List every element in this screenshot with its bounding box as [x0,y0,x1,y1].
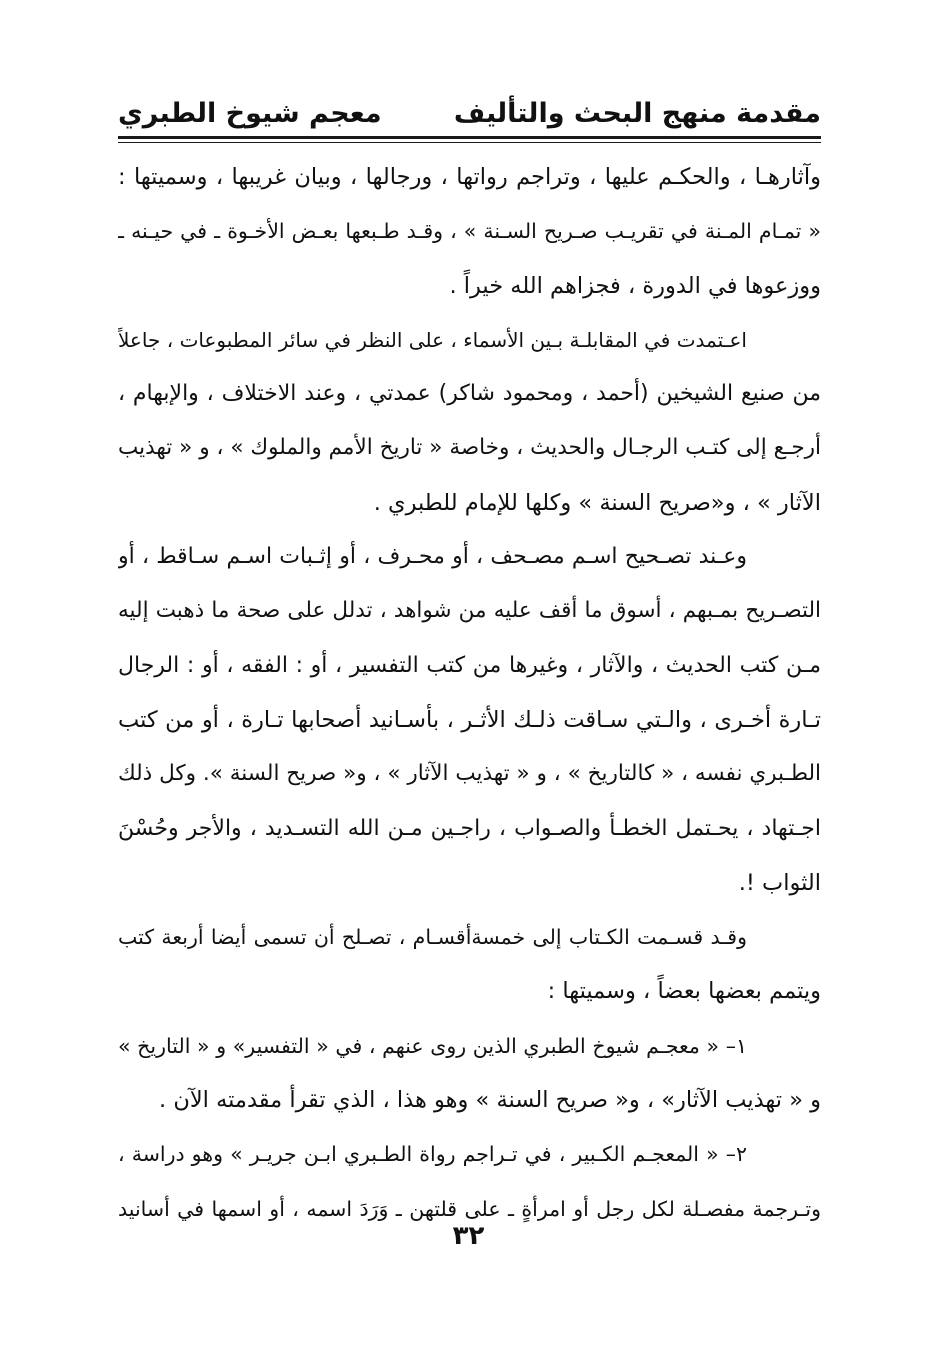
body-text [118,150,821,1236]
text-line: اعـتمدت في المقابلـة بـين الأسماء ، على النظر في سائر المطبوعات ، جاعلاً [118,327,747,352]
list-item-line: و « تهذيب الآثار» ، و« صريح السنة » وهو هذا ، الذي تقرأ مقدمته الآن . [159,1087,821,1114]
text-line: وعـند تصـحيح اسـم مصـحف ، أو محـرف ، أو إثـبات اسـم سـاقط ، أو [118,544,747,570]
text-line: « تمـام المـنة في تقريـب صـريح السـنة » ، وقـد طـبعها بعـض الأخـوة ـ في حيـنه ـ [118,219,821,244]
text-line: وقـد قسـمت الكـتاب إلى خمسةأقسـام ، تصـلح أن تسمى أيضا أربعة كتب [118,925,747,950]
header-rule-thick [118,136,821,139]
list-item-line: ٢– « المعجـم الكـبير ، في تـراجم رواة الطـبري ابـن جريـر » وهو دراسة ، [118,1142,747,1167]
header-rule-thin [118,142,821,143]
text-line: اجـتهاد ، يحـتمل الخطـأ والصـواب ، راجـين مـن الله التسـديد ، والأجر وحُسْنَ [118,815,821,841]
text-line: مـن كتب الحديث ، والآثار ، وغيرها من كتب التفسير ، أو : الفقه ، أو : الرجال [118,652,821,678]
text-line: وآثارهـا ، والحكـم عليها ، وتراجم رواتها ، ورجالها ، وبيان غريبها ، وسميتها : [118,164,821,190]
text-line: ويتمم بعضها بعضاً ، وسميتها : [547,978,821,1005]
text-line: الآثار » ، و«صريح السنة » وكلها للإمام للطبري . [373,489,821,516]
list-item-line: وتـرجمة مفصـلة لكل رجل أو امرأةٍ ـ على قلتهن ـ وَرَدَ اسمه ، أو اسمها في أسانيد [118,1196,821,1221]
running-header [118,86,821,134]
text-line: ووزعوها في الدورة ، فجزاهم الله خيراً . [449,272,821,299]
page-number: ٣٢ [452,1221,485,1251]
text-line: الثواب !. [738,869,821,896]
text-line: تـارة أخـرى ، والـتي سـاقت ذلـك الأثـر ، بأسـانيد أصحابها تـارة ، أو من كتب [118,706,821,733]
text-line: الطـبري نفسه ، « كالتاريخ » ، و « تهذيب الآثار » ، و« صريح السنة ». وكل ذلك [118,761,821,787]
text-line: من صنيع الشيخين (أحمد ، ومحمود شاكر) عمدتي ، وعند الاختلاف ، والإبهام ، [118,381,821,407]
header-book-title: معجم شيوخ الطبري [118,98,382,129]
text-line: أرجـع إلى كتـب الرجـال والحديث ، وخاصة « تاريخ الأمم والملوك » ، و « تهذيب [118,435,821,461]
text-line: التصـريح بمـبهم ، أسوق ما أقف عليه من شواهد ، تدلل على صحة ما ذهبت إليه [118,598,821,624]
list-item-line: ١– « معجـم شيوخ الطبري الذين روى عنهم ، في « التفسير» و « التاريخ » [118,1033,747,1058]
header-chapter-title: مقدمة منهج البحث والتأليف [453,98,821,129]
